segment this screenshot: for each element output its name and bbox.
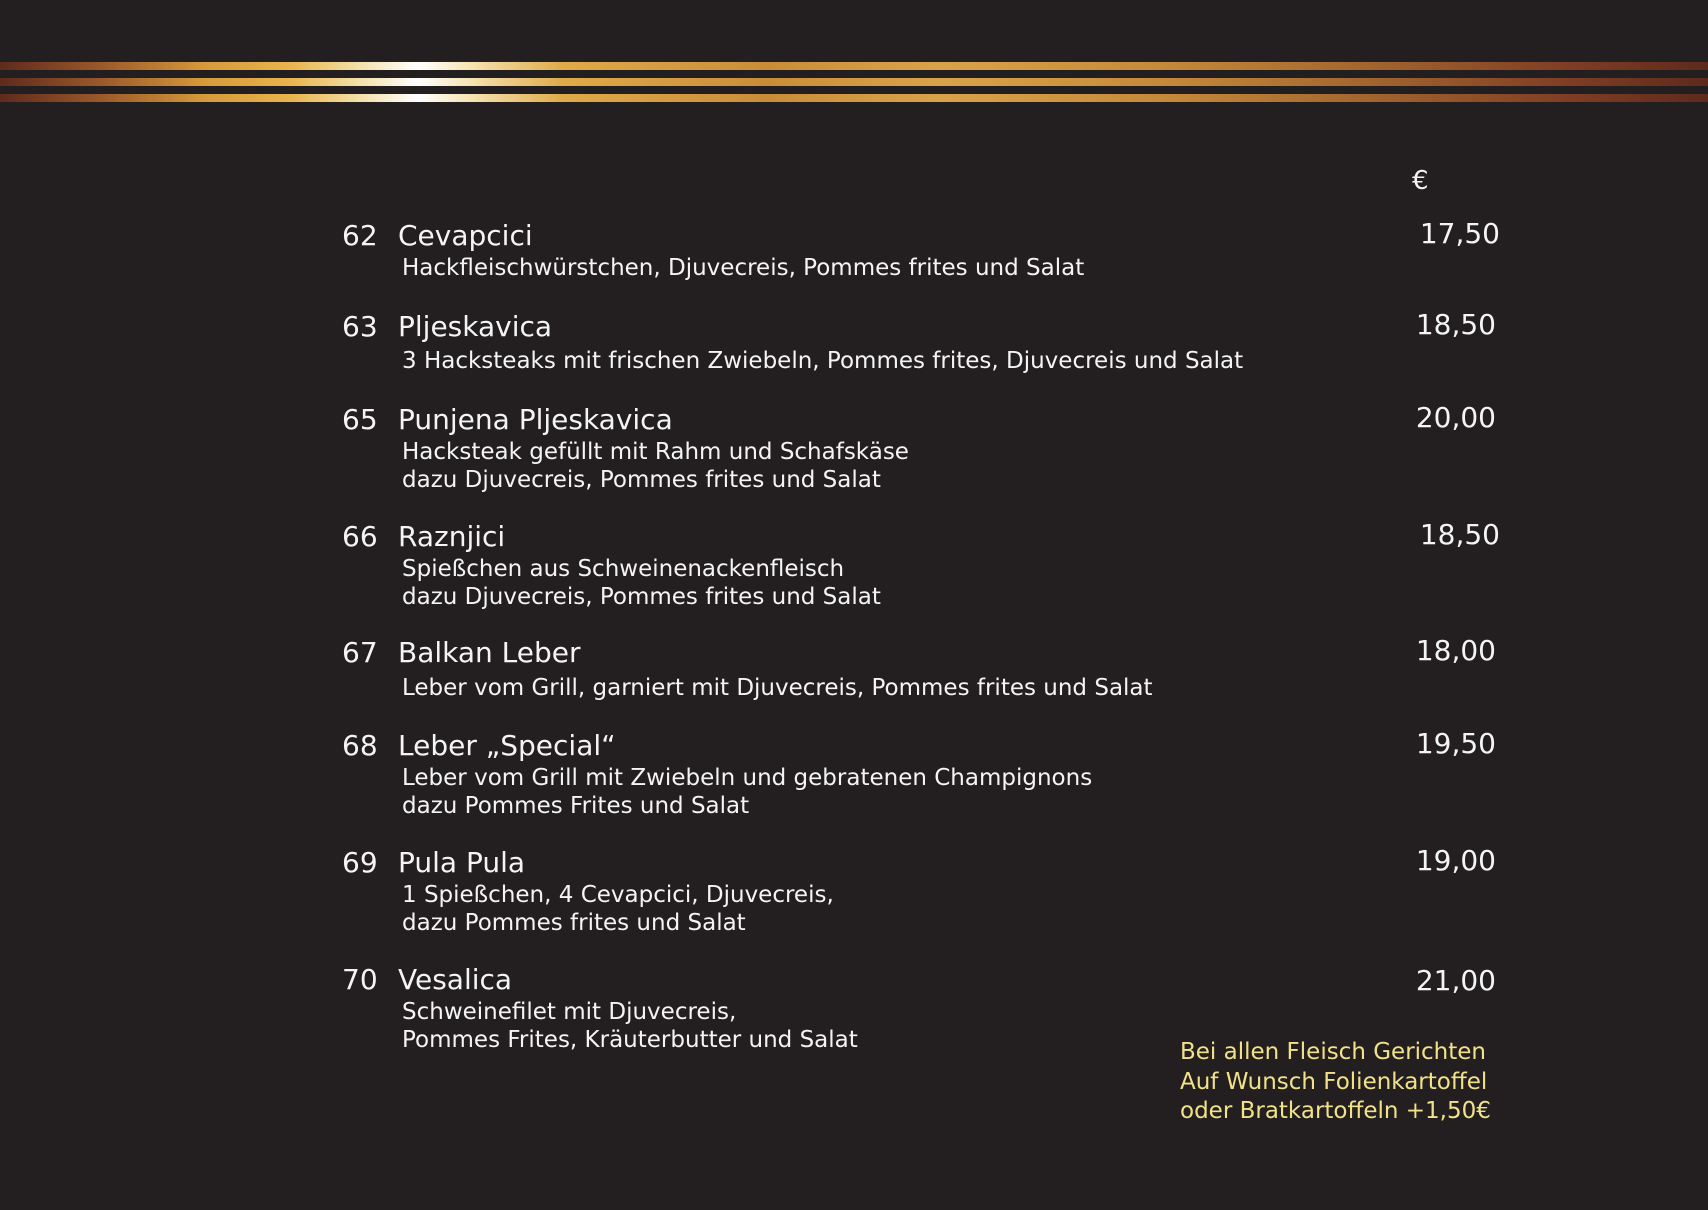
item-name: Raznjici bbox=[398, 520, 506, 553]
menu-item bbox=[342, 519, 1502, 611]
menu-item bbox=[342, 845, 1502, 937]
item-description-line: Hacksteak gefüllt mit Rahm und Schafskäse bbox=[402, 439, 909, 465]
item-description-line: dazu Pommes frites und Salat bbox=[402, 910, 746, 936]
item-description-line: dazu Djuvecreis, Pommes frites und Salat bbox=[402, 467, 881, 493]
item-description-line: Leber vom Grill mit Zwiebeln und gebratenen Champignons bbox=[402, 765, 1093, 791]
item-description-line: dazu Pommes Frites und Salat bbox=[402, 793, 750, 819]
item-name: Pula Pula bbox=[398, 846, 526, 879]
item-name: Cevapcici bbox=[398, 219, 533, 252]
note-line: Bei allen Fleisch Gerichten bbox=[1180, 1039, 1487, 1065]
item-number: 70 bbox=[342, 963, 378, 996]
item-description-line: Leber vom Grill, garniert mit Djuvecreis, Pommes frites und Salat bbox=[402, 675, 1153, 701]
item-name: Punjena Pljeskavica bbox=[398, 403, 673, 436]
item-description-line: 3 Hacksteaks mit frischen Zwiebeln, Pommes frites, Djuvecreis und Salat bbox=[402, 348, 1244, 374]
item-name: Balkan Leber bbox=[398, 636, 581, 669]
menu-item bbox=[342, 309, 1502, 375]
item-price: 20,00 bbox=[1415, 401, 1496, 434]
note-line: oder Bratkartoffeln +1,50€ bbox=[1180, 1098, 1491, 1124]
item-description-line: Hackfleischwürstchen, Djuvecreis, Pommes frites und Salat bbox=[402, 255, 1085, 281]
item-number: 69 bbox=[342, 846, 378, 879]
item-number: 66 bbox=[342, 520, 378, 553]
menu-item bbox=[342, 402, 1502, 494]
menu-item bbox=[342, 218, 1502, 282]
item-number: 65 bbox=[342, 403, 378, 436]
stripe-middle bbox=[0, 78, 1708, 86]
menu-item bbox=[342, 635, 1502, 702]
item-price: 21,00 bbox=[1415, 964, 1496, 997]
item-number: 62 bbox=[342, 219, 378, 252]
item-name: Pljeskavica bbox=[398, 310, 553, 343]
currency-header: € bbox=[1412, 166, 1429, 196]
stripe-bottom bbox=[0, 94, 1708, 102]
item-price: 18,00 bbox=[1415, 634, 1496, 667]
note-line: Auf Wunsch Folienkartoffel bbox=[1180, 1068, 1488, 1095]
side-dish-note bbox=[1180, 1038, 1491, 1127]
item-description-line: dazu Djuvecreis, Pommes frites und Salat bbox=[402, 584, 881, 610]
item-price: 17,50 bbox=[1419, 217, 1500, 250]
item-price: 18,50 bbox=[1415, 308, 1496, 341]
item-description-line: Spießchen aus Schweinenackenfleisch bbox=[402, 556, 845, 582]
decorative-stripes bbox=[0, 62, 1708, 114]
item-name: Leber „Special“ bbox=[398, 729, 616, 762]
item-price: 18,50 bbox=[1419, 518, 1500, 551]
item-price: 19,00 bbox=[1415, 844, 1496, 877]
item-price: 19,50 bbox=[1415, 727, 1496, 760]
item-number: 68 bbox=[342, 729, 378, 762]
item-number: 67 bbox=[342, 636, 378, 669]
menu-item bbox=[342, 728, 1502, 820]
item-description-line: 1 Spießchen, 4 Cevapcici, Djuvecreis, bbox=[402, 882, 834, 908]
stripe-top bbox=[0, 62, 1708, 70]
item-description-line: Pommes Frites, Kräuterbutter und Salat bbox=[402, 1027, 858, 1053]
item-name: Vesalica bbox=[398, 963, 513, 996]
item-description-line: Schweinefilet mit Djuvecreis, bbox=[402, 999, 737, 1025]
item-number: 63 bbox=[342, 310, 378, 343]
